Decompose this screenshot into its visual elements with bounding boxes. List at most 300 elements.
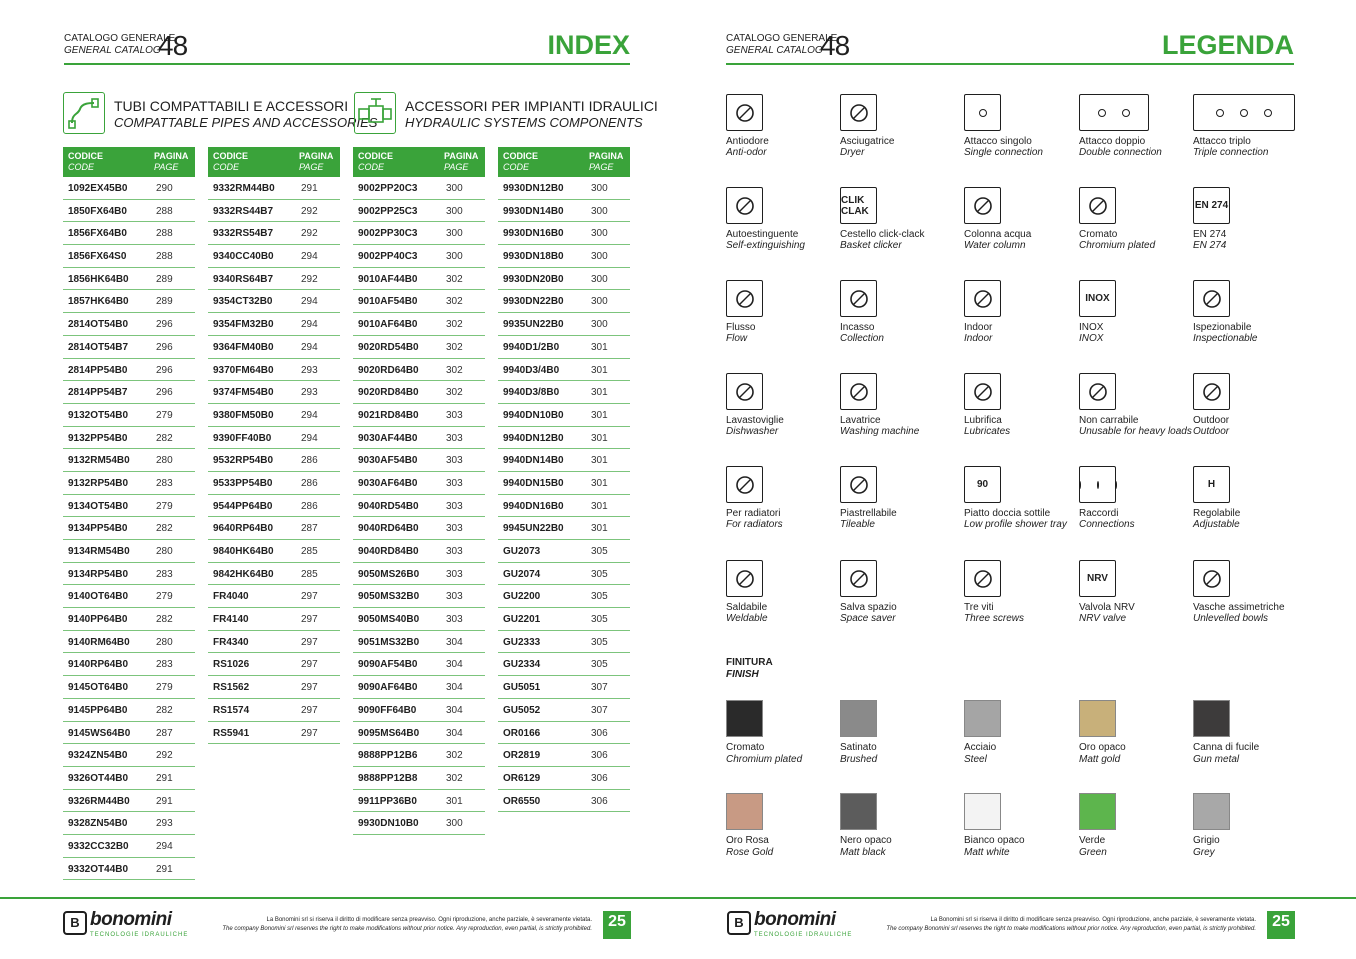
- legend-item: [1079, 466, 1189, 546]
- table-row: [208, 313, 340, 336]
- table-row: [208, 699, 340, 722]
- table-row: [353, 812, 485, 835]
- collection-icon: [840, 280, 877, 317]
- table-row: [63, 676, 195, 699]
- legend-label-it: Cromato: [1079, 229, 1118, 240]
- dryer-icon: [840, 94, 877, 131]
- finish-label-it: Nero opaco: [840, 835, 892, 846]
- product-code: 9145WS64B0: [68, 727, 131, 739]
- page-number: 282: [156, 432, 173, 444]
- table-row: [498, 222, 630, 245]
- product-code: 9020RD54B0: [358, 341, 419, 353]
- table-row: [498, 472, 630, 495]
- product-code: 9040RD54B0: [358, 500, 419, 512]
- legend-label-it: Flusso: [726, 322, 756, 333]
- code-column-header: [213, 151, 248, 173]
- finish-color-chip: [840, 793, 877, 830]
- page-header-en: PAGE: [299, 162, 324, 172]
- code-column-header: [68, 151, 103, 173]
- anniversary-number: 25: [1272, 913, 1290, 930]
- legend-label-it: Saldabile: [726, 602, 768, 613]
- table-row: [63, 404, 195, 427]
- table-row: [63, 268, 195, 291]
- legend-label-en: Triple connection: [1193, 147, 1269, 158]
- product-code: RS1562: [213, 682, 250, 694]
- page-number: 286: [301, 455, 318, 467]
- page-number: 306: [591, 772, 608, 784]
- page-number: 282: [156, 704, 173, 716]
- page-number: 301: [591, 523, 608, 535]
- product-code: 9132PP54B0: [68, 432, 128, 444]
- legend-item: [1079, 373, 1192, 453]
- product-code: 9145OT64B0: [68, 682, 129, 694]
- finish-label-it: Verde: [1079, 835, 1106, 846]
- table-row: [498, 631, 630, 654]
- product-code: 9140RM64B0: [68, 636, 130, 648]
- lubricate-icon: [964, 373, 1001, 410]
- table-row: [498, 359, 630, 382]
- basket-clicker-icon: CLIK CLAK: [840, 187, 877, 224]
- page-number: 303: [446, 500, 463, 512]
- legend-label-en: Dishwasher: [726, 426, 779, 437]
- table-row: [498, 676, 630, 699]
- catalog-label-en: GENERAL CATALOG: [64, 45, 161, 56]
- page-number: 288: [156, 228, 173, 240]
- product-code: 9050MS26B0: [358, 568, 420, 580]
- catalog-number: 48: [820, 30, 850, 61]
- product-code: 9090FF64B0: [358, 704, 417, 716]
- product-code: 9940DN16B0: [503, 500, 564, 512]
- weldable-icon: [726, 560, 763, 597]
- product-code: 9132RM54B0: [68, 455, 130, 467]
- legend-item: [964, 373, 1074, 453]
- page-number: 297: [301, 682, 318, 694]
- page-number: 302: [446, 772, 463, 784]
- product-code: 9930DN10B0: [358, 818, 419, 830]
- page-number: 303: [446, 591, 463, 603]
- product-code: RS1026: [213, 659, 250, 671]
- page-number: 302: [446, 341, 463, 353]
- page-number: 296: [156, 341, 173, 353]
- table-row: [353, 744, 485, 767]
- table-row: [208, 676, 340, 699]
- product-code: 9002PP20C3: [358, 183, 418, 194]
- page-number: 301: [591, 455, 608, 467]
- disclaimer-en: The company Bonomini srl reserves the right to make modifications without prior notice. Any reproduction, even partial, is strictly prohibited.: [886, 926, 1256, 932]
- brand-mark-icon: B: [727, 911, 751, 935]
- brand-logo: [727, 911, 859, 941]
- table-row: [208, 381, 340, 404]
- code-header-en: CODE: [213, 162, 240, 172]
- table-row: [498, 699, 630, 722]
- legend-label-en: Flow: [726, 333, 748, 344]
- legend-label-it: Tre viti: [964, 602, 994, 613]
- legend-item: [726, 94, 836, 174]
- product-code: 9888PP12B8: [358, 772, 418, 784]
- product-code: OR6129: [503, 772, 541, 784]
- legend-item: [964, 187, 1074, 267]
- code-column-header: [358, 151, 393, 173]
- finish-label-en: Grey: [1193, 847, 1215, 858]
- finish-swatch: [964, 700, 1074, 780]
- three-screws-icon: [964, 560, 1001, 597]
- table-row: [208, 290, 340, 313]
- product-code: 9930DN20B0: [503, 273, 564, 285]
- table-row: [63, 313, 195, 336]
- product-code: 9930DN18B0: [503, 251, 564, 263]
- inox-icon: INOX: [1079, 280, 1116, 317]
- page-number: 292: [301, 228, 318, 240]
- finish-label-it: Cromato: [726, 742, 765, 753]
- unlevelled-bowls-icon: [1193, 560, 1230, 597]
- table-row: [208, 472, 340, 495]
- finish-label-it: Oro Rosa: [726, 835, 769, 846]
- pipes-section-header: [63, 92, 378, 136]
- product-code: 9930DN14B0: [503, 205, 564, 217]
- finish-heading: [726, 657, 773, 681]
- page-number: 301: [591, 477, 608, 489]
- legend-label-en: EN 274: [1193, 240, 1227, 251]
- double-connection-icon: [1079, 94, 1149, 131]
- legend-item: [1079, 187, 1189, 267]
- legend-label-en: Basket clicker: [840, 240, 902, 251]
- page-number: 303: [446, 523, 463, 535]
- page-number: 283: [156, 568, 173, 580]
- code-column-header: [503, 151, 538, 173]
- product-code: 9533PP54B0: [213, 477, 273, 489]
- product-code: 2814OT54B7: [68, 341, 129, 353]
- table-row: [353, 290, 485, 313]
- legend-label-it: Indoor: [964, 322, 993, 333]
- product-code: 9911PP36B0: [358, 795, 417, 807]
- product-code: 9050MS32B0: [358, 591, 420, 603]
- page-number: 296: [156, 319, 173, 331]
- table-row: [63, 427, 195, 450]
- legend-label-en: Single connection: [964, 147, 1043, 158]
- page-number: 292: [156, 750, 173, 762]
- anniversary-badge: [603, 911, 631, 939]
- indoor-icon: [964, 280, 1001, 317]
- product-code: 9020RD84B0: [358, 387, 419, 399]
- legend-item: [726, 466, 836, 546]
- product-code: 9134OT54B0: [68, 500, 129, 512]
- product-code: 9021RD84B0: [358, 409, 419, 421]
- table-row: [498, 177, 630, 200]
- page-number: 305: [591, 546, 608, 557]
- product-code: RS1574: [213, 704, 250, 716]
- product-code: 9532RP54B0: [213, 455, 274, 467]
- legend-label-en: Anti-odor: [726, 147, 767, 158]
- page-number: 294: [301, 341, 318, 353]
- legend-item: [1079, 94, 1189, 174]
- table-row: [208, 268, 340, 291]
- brand-name: bonomini: [90, 909, 172, 930]
- product-code: 9840HK64B0: [213, 546, 274, 557]
- legend-label-it: Incasso: [840, 322, 875, 333]
- table-row: [208, 722, 340, 745]
- table-header: [63, 147, 195, 177]
- page-number: 300: [446, 205, 463, 217]
- table-row: [208, 359, 340, 382]
- table-row: [63, 540, 195, 563]
- table-row: [353, 517, 485, 540]
- table-row: [498, 517, 630, 540]
- product-code: 9332RS54B7: [213, 228, 274, 240]
- washing-machine-icon: [840, 373, 877, 410]
- product-code: 9935UN22B0: [503, 319, 564, 331]
- hydraulic-section-header: [354, 92, 658, 136]
- legend-label-en: Weldable: [726, 613, 768, 624]
- finish-label-it: Canna di fucile: [1193, 742, 1260, 753]
- page-number: 300: [591, 251, 608, 263]
- legend-item: [726, 187, 836, 267]
- legend-item: [964, 560, 1074, 640]
- page-number: 300: [591, 205, 608, 217]
- finish-label-it: Oro opaco: [1079, 742, 1126, 753]
- table-row: [208, 540, 340, 563]
- legend-label-en: Washing machine: [840, 426, 920, 437]
- legend-label-en: Low profile shower tray: [964, 519, 1067, 530]
- page-number: 300: [591, 183, 608, 194]
- table-row: [208, 222, 340, 245]
- finish-color-chip: [964, 793, 1001, 830]
- product-code: 9390FF40B0: [213, 432, 272, 444]
- page-number: 279: [156, 682, 173, 694]
- legend-label-it: EN 274: [1193, 229, 1227, 240]
- table-row: [63, 449, 195, 472]
- table-row: [498, 404, 630, 427]
- product-code: OR6550: [503, 795, 541, 807]
- table-row: [63, 585, 195, 608]
- table-row: [63, 495, 195, 518]
- page-number: 306: [591, 750, 608, 762]
- finish-swatch: [1193, 793, 1303, 873]
- product-code: 9940DN14B0: [503, 455, 564, 467]
- finish-swatch: [1079, 793, 1189, 873]
- table-row: [63, 359, 195, 382]
- table-row: [208, 653, 340, 676]
- page-number: 287: [156, 727, 173, 739]
- finish-swatch: [964, 793, 1074, 873]
- page-number: 294: [301, 409, 318, 421]
- product-code: 9370FM64B0: [213, 364, 274, 376]
- product-code: 9002PP40C3: [358, 251, 418, 263]
- legend-label-it: Asciugatrice: [840, 136, 895, 147]
- legend-label-it: Attacco triplo: [1193, 136, 1251, 147]
- product-code: 9134RM54B0: [68, 546, 130, 557]
- page-number: 297: [301, 636, 318, 648]
- product-code: 1850FX64B0: [68, 205, 127, 217]
- page-number: 305: [591, 636, 608, 648]
- finish-color-chip: [1079, 793, 1116, 830]
- product-code: OR2819: [503, 750, 541, 762]
- legend-item: [726, 560, 836, 640]
- page-title: LEGENDA: [1161, 30, 1294, 60]
- legend-label-it: Salva spazio: [840, 602, 897, 613]
- code-header-it: CODICE: [68, 151, 104, 161]
- legend-label-it: Vasche assimetriche: [1193, 602, 1285, 613]
- legend-item: [840, 187, 950, 267]
- page-number: 279: [156, 591, 173, 603]
- page-number: 303: [446, 409, 463, 421]
- product-code: 9040RD84B0: [358, 546, 419, 557]
- legend-label-it: Outdoor: [1193, 415, 1230, 426]
- page-number: 305: [591, 568, 608, 580]
- finish-label-en: Matt black: [840, 847, 886, 858]
- page-number: 291: [156, 772, 173, 784]
- page-number: 296: [156, 387, 173, 399]
- product-code: 2814PP54B0: [68, 364, 128, 376]
- table-header: [498, 147, 630, 177]
- finish-swatch: [726, 700, 836, 780]
- page-number: 306: [591, 795, 608, 807]
- legend-label-en: Connections: [1079, 519, 1135, 530]
- legend-label-en: Tileable: [840, 519, 875, 530]
- page-column-header: [299, 151, 333, 173]
- page-number: 303: [446, 614, 463, 626]
- page-header-it: PAGINA: [589, 151, 624, 161]
- page-column-header: [154, 151, 188, 173]
- page-number: 304: [446, 636, 463, 648]
- product-code: 9132OT54B0: [68, 409, 129, 421]
- code-header-it: CODICE: [213, 151, 249, 161]
- finish-title-en: FINISH: [726, 669, 759, 680]
- brand-mark-icon: B: [63, 911, 87, 935]
- page-number: 300: [446, 228, 463, 240]
- page-number: 289: [156, 296, 173, 308]
- finish-swatch: [840, 793, 950, 873]
- page-column-header: [444, 151, 478, 173]
- product-code: 9354FM32B0: [213, 319, 274, 331]
- page-number: 293: [301, 387, 318, 399]
- legend-item: [1193, 373, 1303, 453]
- outdoor-icon: [1193, 373, 1230, 410]
- finish-swatch: [1193, 700, 1303, 780]
- product-code: 9940DN15B0: [503, 477, 564, 489]
- table-row: [353, 722, 485, 745]
- legend-label-en: Water column: [964, 240, 1026, 251]
- table-row: [63, 699, 195, 722]
- page-number: 301: [591, 387, 608, 399]
- product-code: 9640RP64B0: [213, 523, 274, 535]
- table-row: [63, 245, 195, 268]
- table-row: [63, 631, 195, 654]
- page-number: 290: [156, 183, 173, 194]
- finish-label-it: Grigio: [1193, 835, 1220, 846]
- inspectionable-icon: [1193, 280, 1230, 317]
- finish-label-en: Chromium plated: [726, 754, 803, 765]
- product-code: 9090AF54B0: [358, 659, 418, 671]
- product-code: 9328ZN54B0: [68, 818, 128, 830]
- chromium-plated-icon: [1079, 187, 1116, 224]
- legend-label-en: Chromium plated: [1079, 240, 1156, 251]
- legend-page: [678, 0, 1356, 959]
- product-code: 1856HK64B0: [68, 273, 129, 285]
- table-row: [353, 359, 485, 382]
- product-code: 9030AF44B0: [358, 432, 418, 444]
- product-code: 9030AF64B0: [358, 477, 418, 489]
- product-code: 9140RP64B0: [68, 659, 129, 671]
- page-number: 294: [301, 319, 318, 331]
- page-number: 303: [446, 568, 463, 580]
- table-row: [498, 563, 630, 586]
- product-code: 9544PP64B0: [213, 500, 273, 512]
- product-code: 9332OT44B0: [68, 863, 129, 875]
- disclaimer-it: La Bonomini srl si riserva il diritto di modificare senza preavviso. Ogni riproduzione, anche parziale, è severamente vietata.: [930, 917, 1256, 923]
- product-code: 9940D3/4B0: [503, 364, 560, 376]
- table-row: [63, 722, 195, 745]
- finish-label-en: Brushed: [840, 754, 878, 765]
- product-code: GU2333: [503, 636, 541, 648]
- legend-label-it: Attacco singolo: [964, 136, 1032, 147]
- page-number: 288: [156, 205, 173, 217]
- legend-label-it: Raccordi: [1079, 508, 1119, 519]
- finish-color-chip: [1193, 700, 1230, 737]
- table-row: [353, 585, 485, 608]
- product-code: 9030AF54B0: [358, 455, 418, 467]
- page-number: 301: [591, 341, 608, 353]
- self-extinguishing-icon: [726, 187, 763, 224]
- product-code: 9050MS40B0: [358, 614, 420, 626]
- legend-label-en: Lubricates: [964, 426, 1011, 437]
- page-number: 293: [301, 364, 318, 376]
- legend-label-en: Inspectionable: [1193, 333, 1258, 344]
- valve-icon: [354, 92, 396, 134]
- product-code: 9888PP12B6: [358, 750, 418, 762]
- table-row: [353, 540, 485, 563]
- table-row: [353, 699, 485, 722]
- product-code: GU2201: [503, 614, 541, 626]
- product-code: GU2073: [503, 546, 541, 557]
- legend-label-en: Three screws: [964, 613, 1025, 624]
- legend-item: [840, 94, 950, 174]
- finish-swatch: [840, 700, 950, 780]
- page-number: 285: [301, 546, 318, 557]
- finish-label-en: Steel: [964, 754, 987, 765]
- finish-color-chip: [840, 700, 877, 737]
- low-profile-tray-icon: 90: [964, 466, 1001, 503]
- index-table-2: [208, 147, 340, 744]
- page-number: 282: [156, 523, 173, 535]
- page-number: 279: [156, 500, 173, 512]
- finish-color-chip: [1079, 700, 1116, 737]
- page-number: 301: [446, 795, 463, 807]
- table-row: [353, 200, 485, 223]
- table-row: [63, 812, 195, 835]
- product-code: OR0166: [503, 727, 541, 739]
- table-row: [353, 336, 485, 359]
- legend-label-it: Piatto doccia sottile: [964, 508, 1051, 519]
- brand-tagline: TECNOLOGIE IDRAULICHE: [90, 932, 189, 938]
- catalog-number: 48: [158, 30, 188, 61]
- table-row: [353, 563, 485, 586]
- page-number: 289: [156, 273, 173, 285]
- table-row: [63, 336, 195, 359]
- table-row: [63, 222, 195, 245]
- table-row: [353, 767, 485, 790]
- table-row: [63, 858, 195, 881]
- page-number: 297: [301, 614, 318, 626]
- table-row: [63, 744, 195, 767]
- finish-label-en: Matt gold: [1079, 754, 1121, 765]
- product-code: 9940DN10B0: [503, 409, 564, 421]
- page-column-header: [589, 151, 623, 173]
- legend-item: [964, 94, 1074, 174]
- table-row: [353, 631, 485, 654]
- table-row: [498, 245, 630, 268]
- legend-item: [840, 280, 950, 360]
- table-row: [498, 540, 630, 563]
